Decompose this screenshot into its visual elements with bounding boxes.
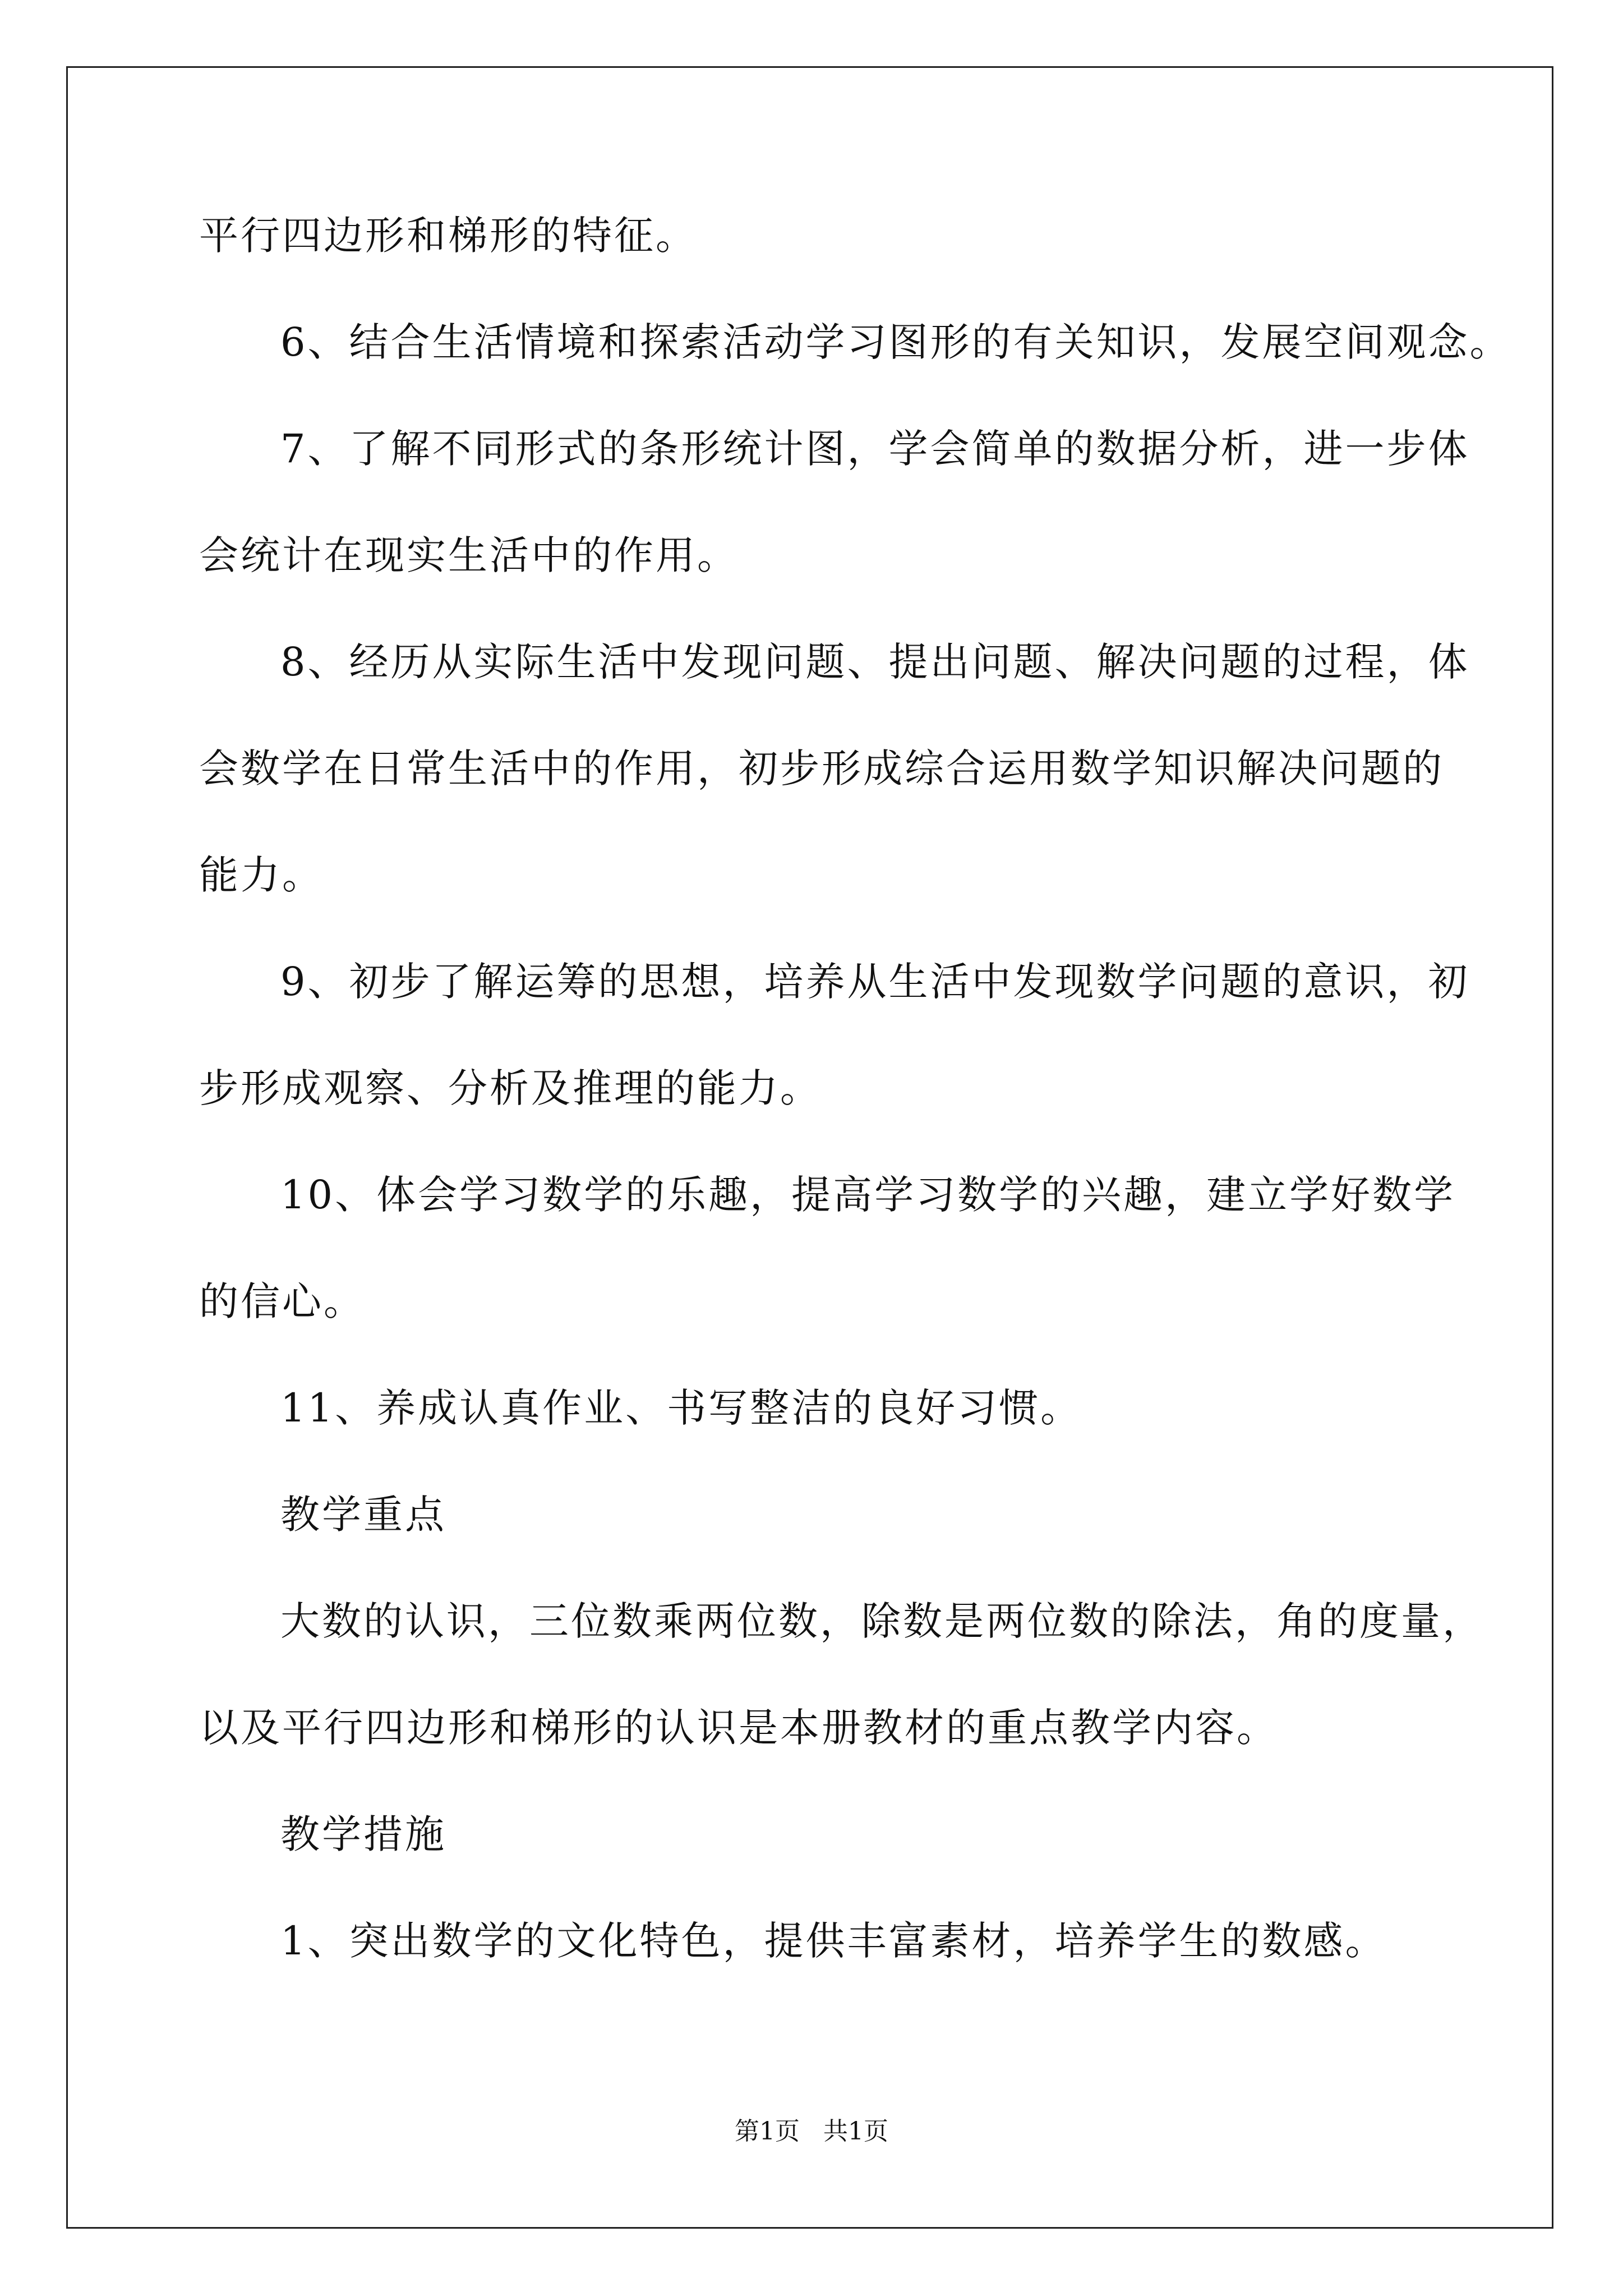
page-border [66, 66, 1553, 2229]
section-heading: 教学措施 [280, 1811, 446, 1857]
page-footer [0, 2118, 1623, 2146]
text-line: 9、初步了解运筹的思想，培养从生活中发现数学问题的意识，初 [280, 959, 1470, 1005]
text-line: 1、突出数学的文化特色，提供丰富素材，培养学生的数感。 [280, 1918, 1387, 1964]
text-line: 的信心。 [199, 1278, 365, 1324]
text-line: 能力。 [199, 852, 324, 898]
text-line: 大数的认识，三位数乘两位数，除数是两位数的除法，角的度量， [280, 1598, 1484, 1644]
text-line: 7、了解不同形式的条形统计图，学会简单的数据分析，进一步体 [280, 426, 1470, 472]
text-line: 步形成观察、分析及推理的能力。 [199, 1065, 822, 1111]
page-total: 共1页 [823, 2117, 888, 2146]
text-line: 会数学在日常生活中的作用，初步形成综合运用数学知识解决问题的 [199, 746, 1444, 792]
text-line: 6、结合生活情境和探索活动学习图形的有关知识，发展空间观念。 [280, 319, 1511, 365]
text-line: 11、养成认真作业、书写整洁的良好习惯。 [280, 1385, 1082, 1431]
text-line: 10、体会学习数学的乐趣，提高学习数学的兴趣，建立学好数学 [280, 1172, 1456, 1218]
section-heading: 教学重点 [280, 1492, 446, 1538]
text-line: 8、经历从实际生活中发现问题、提出问题、解决问题的过程，体 [280, 639, 1470, 685]
text-line: 平行四边形和梯形的特征。 [199, 213, 697, 259]
text-line: 以及平行四边形和梯形的认识是本册教材的重点教学内容。 [199, 1705, 1278, 1751]
text-line: 会统计在现实生活中的作用。 [199, 532, 739, 578]
page-number: 第1页 [735, 2117, 800, 2146]
